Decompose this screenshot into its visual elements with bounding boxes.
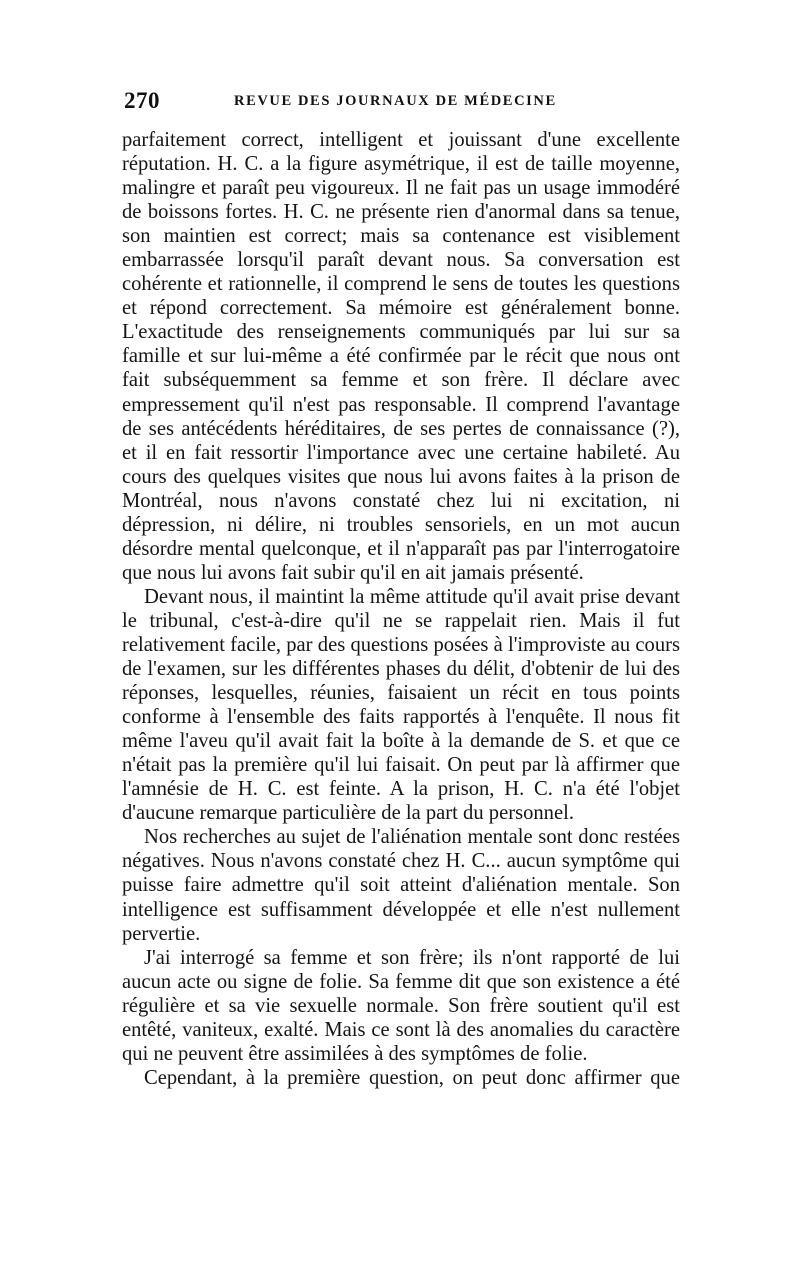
page-number: 270 bbox=[124, 88, 160, 113]
running-head: REVUE DES JOURNAUX DE MÉDECINE bbox=[234, 93, 557, 109]
page-header bbox=[124, 84, 680, 124]
paragraph-family-testimony: J'ai interrogé sa femme et son frère; ils n'ont rapporté de lui aucun acte ou signe de folie. Sa femme dit que son existence a été régulière et sa vie sexuelle normale. Son frère soutient qu'il est entêté, vaniteux, exalté. Mais ce sont là des anomalies du caractère qui ne peuvent être assimilées à des symptômes de folie. bbox=[122, 946, 680, 1065]
paragraph-examination: parfaitement correct, intelligent et jouissant d'une excellente réputation. H. C. a la figure asymétrique, il est de taille moyenne, malingre et paraît peu vigoureux. Il ne fait pas un usage immodéré de boissons fortes. H. C. ne présente rien d'anormal dans sa tenue, son maintien est correct; mais sa contenance est visiblement embarrassée lorsqu'il paraît devant nous. Sa conversation est cohérente et rationnelle, il comprend le sens de toutes les questions et répond correctement. Sa mémoire est généralement bonne. L'exactitude des renseignements communiqués par lui sur sa famille et sur lui-même a été confirmée par le récit que nous ont fait subséquemment sa femme et son frère. Il déclare avec empressement qu'il n'est pas responsable. Il comprend l'avantage de ses antécédents héréditaires, de ses pertes de connaissance (?), et il en fait ressortir l'importance avec une certaine habileté. Au cours des quelques visites que nous lui avons faites à la prison de Montréal, nous n'avons constaté chez lui ni excitation, ni dépression, ni délire, ni troubles sensoriels, en un mot aucun désordre mental quelconque, et il n'apparaît pas par l'interrogatoire que nous lui avons fait subir qu'il en ait jamais présenté. bbox=[122, 129, 680, 584]
paragraph-attitude: Devant nous, il maintint la même attitude qu'il avait prise devant le tribunal, c'est-à-dire qu'il ne se rappelait rien. Mais il fut relativement facile, par des questions posées à l'improviste au cours de l'examen, sur les différentes phases du délit, d'obtenir de lui des réponses, lesquelles, réunies, faisaient un récit en tous points conforme à l'ensemble des faits rapportés à l'enquête. Il nous fit même l'aveu qu'il avait fait la boîte à la demande de S. et que ce n'était pas la première qu'il lui faisait. On peut par là affirmer que l'amnésie de H. C. est feinte. A la prison, H. C. n'a été l'objet d'aucune remarque particulière de la part du personnel. bbox=[122, 585, 680, 825]
body-text bbox=[122, 128, 680, 1090]
paragraph-conclusion: Nos recherches au sujet de l'aliénation mentale sont donc restées négatives. Nous n'avons constaté chez H. C... aucun symptôme qui puisse faire admettre qu'il soit atteint d'aliénation mentale. Son intelligence est suffisamment développée et elle n'est nullement pervertie. bbox=[122, 826, 680, 945]
paragraph-continuation: Cependant, à la première question, on peut donc affirmer que bbox=[144, 1066, 680, 1089]
